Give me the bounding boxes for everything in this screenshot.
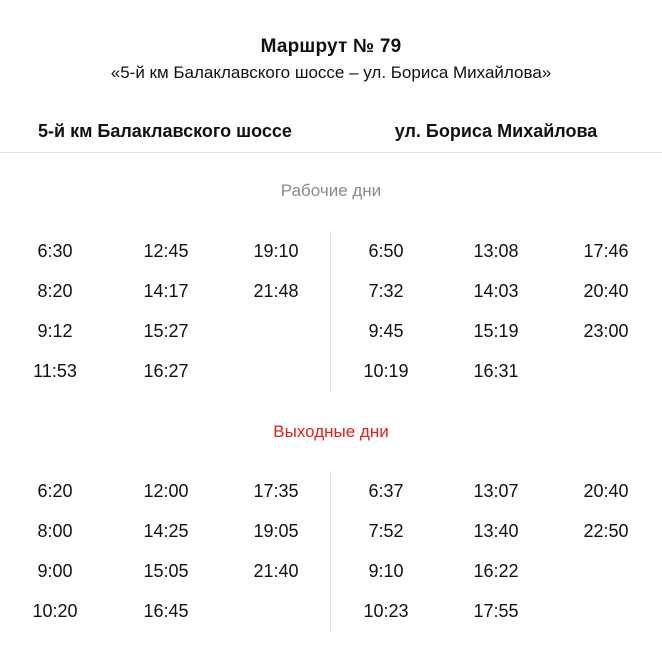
- departure-time: 20:40: [583, 281, 629, 301]
- departure-time: 14:17: [143, 281, 189, 301]
- workdays-a-col1: [20, 231, 90, 391]
- weekends-a-col2: [131, 471, 201, 631]
- workdays-b-col2: [461, 231, 531, 391]
- departure-time: 6:30: [37, 241, 73, 261]
- weekends-a-col1: [20, 471, 90, 631]
- header-divider: [0, 152, 662, 153]
- departure-time: 9:45: [368, 321, 404, 341]
- departure-time: 10:20: [32, 601, 78, 621]
- departure-time: 9:10: [368, 561, 404, 581]
- departure-time: 9:00: [37, 561, 73, 581]
- weekends-a-col3: [241, 471, 311, 591]
- workdays-section-title: Рабочие дни: [280, 181, 382, 200]
- departure-time: 23:00: [583, 321, 629, 341]
- departure-time: 6:37: [368, 481, 404, 501]
- departure-time: 20:40: [583, 481, 629, 501]
- departure-time: 13:07: [473, 481, 519, 501]
- departure-time: 10:23: [363, 601, 409, 621]
- workdays-a-col2: [131, 231, 201, 391]
- departure-time: 21:48: [253, 281, 299, 301]
- departure-time: 13:40: [473, 521, 519, 541]
- departure-time: 11:53: [33, 361, 77, 381]
- departure-time: 19:10: [253, 241, 299, 261]
- departure-time: 12:45: [143, 241, 189, 261]
- route-title: Маршрут № 79: [260, 36, 402, 57]
- departure-time: 8:00: [37, 521, 73, 541]
- departure-time: 16:31: [473, 361, 519, 381]
- departure-time: 22:50: [583, 521, 629, 541]
- departure-time: 19:05: [253, 521, 299, 541]
- workdays-column-divider: [330, 231, 331, 391]
- departure-time: 12:00: [143, 481, 189, 501]
- departure-time: 16:45: [143, 601, 189, 621]
- departure-time: 17:35: [253, 481, 299, 501]
- workdays-a-col3: [241, 231, 311, 311]
- departure-time: 16:27: [143, 361, 189, 381]
- route-subtitle: «5-й км Балаклавского шоссе – ул. Бориса Михайлова»: [110, 63, 552, 82]
- weekends-column-divider: [330, 471, 331, 631]
- workdays-b-col1: [351, 231, 421, 391]
- departure-time: 13:08: [473, 241, 519, 261]
- departure-time: 7:32: [368, 281, 404, 301]
- departure-time: 6:50: [368, 241, 404, 261]
- departure-time: 15:27: [143, 321, 189, 341]
- departure-time: 8:20: [37, 281, 73, 301]
- departure-time: 6:20: [37, 481, 73, 501]
- departure-time: 7:52: [368, 521, 404, 541]
- direction-b-heading: ул. Бориса Михайлова: [394, 121, 598, 141]
- departure-time: 15:19: [473, 321, 519, 341]
- direction-a-heading: 5-й км Балаклавского шоссе: [38, 121, 292, 141]
- weekends-b-col3: [571, 471, 641, 551]
- weekends-section-title: Выходные дни: [273, 422, 389, 441]
- departure-time: 14:25: [143, 521, 189, 541]
- weekends-b-col1: [351, 471, 421, 631]
- departure-time: 10:19: [363, 361, 409, 381]
- weekends-b-col2: [461, 471, 531, 631]
- departure-time: 16:22: [473, 561, 519, 581]
- departure-time: 17:46: [583, 241, 629, 261]
- departure-time: 14:03: [473, 281, 519, 301]
- departure-time: 21:40: [253, 561, 299, 581]
- departure-time: 9:12: [37, 321, 73, 341]
- departure-time: 15:05: [143, 561, 189, 581]
- departure-time: 17:55: [473, 601, 519, 621]
- workdays-b-col3: [571, 231, 641, 351]
